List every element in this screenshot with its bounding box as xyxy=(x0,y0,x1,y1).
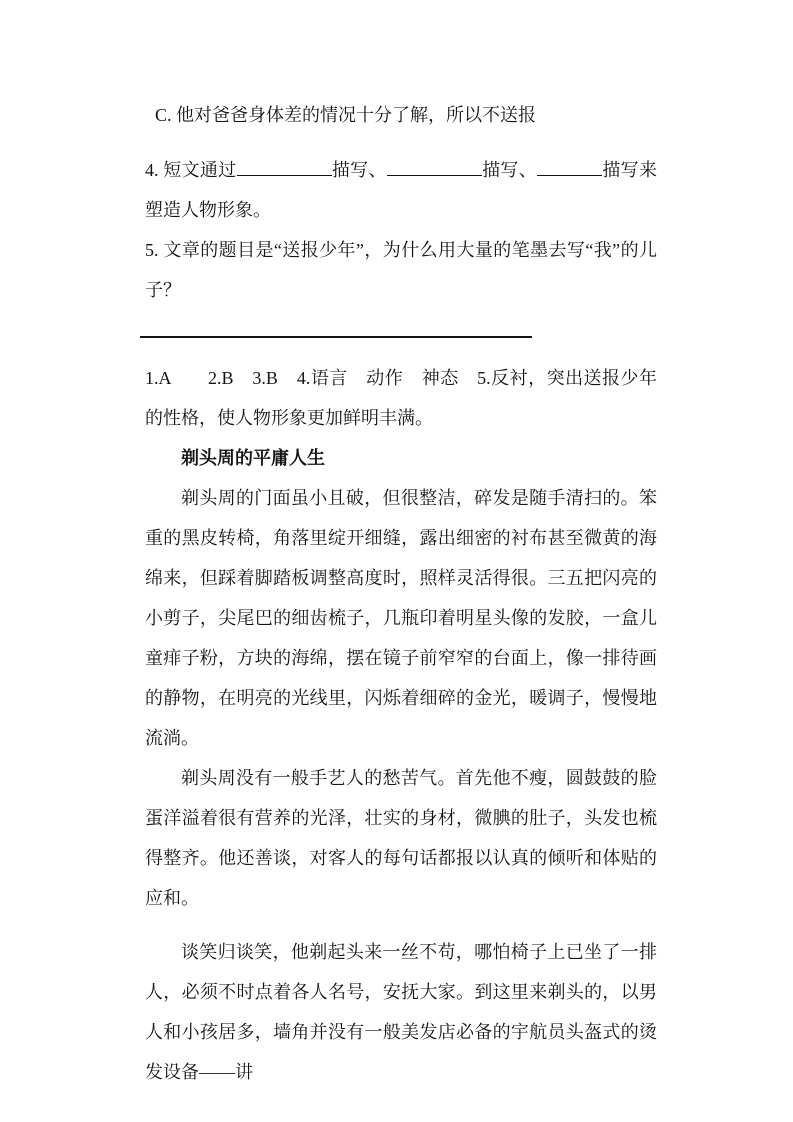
option-c-text: C. 他对爸爸身体差的情况十分了解，所以不送报 xyxy=(155,105,537,125)
article-title: 剃头周的平庸人生 xyxy=(181,448,325,468)
question-4-text-after-blank-1: 描写、 xyxy=(331,160,387,180)
question-4-prefix: 4. 短文通过 xyxy=(145,160,237,180)
answer-key: 1.A 2.B 3.B 4.语言 动作 神态 5.反衬，突出送报少年的性格，使人物形象更加鲜明丰满。 xyxy=(145,368,657,428)
question-4-text-after-blank-2: 描写、 xyxy=(481,160,538,180)
article xyxy=(145,438,657,1092)
question-4-blank-2 xyxy=(387,153,482,176)
article-paragraph-2: 剃头周没有一般手艺人的愁苦气。首先他不瘦，圆鼓鼓的脸蛋洋溢着很有营养的光泽，壮实的身材，微腆的肚子，头发也梳得整齐。他还善谈，对客人的每句话都报以认真的倾听和体贴的应和。 xyxy=(145,768,657,908)
worksheet-page xyxy=(145,0,657,1092)
answer-divider-line xyxy=(140,336,532,338)
question-4-blank-1 xyxy=(237,153,332,176)
question-5: 5. 文章的题目是“送报少年”，为什么用大量的笔墨去写“我”的儿子？ xyxy=(145,240,657,300)
question-4-text-after-blank-3: 描写来塑造人物形象。 xyxy=(145,160,657,220)
question-4 xyxy=(145,150,657,230)
article-paragraph-1: 剃头周的门面虽小且破，但很整洁，碎发是随手清扫的。笨重的黑皮转椅，角落里绽开细缝，露出细密的衬布甚至微黄的海绵来，但踩着脚踏板调整高度时，照样灵活得很。三五把闪亮的小剪子，尖尾巴的细齿梳子，几瓶印着明星头像的发胶，一盒儿童痱子粉，方块的海绵，摆在镜子前窄窄的台面上，像一排待画的静物，在明亮的光线里，闪烁着细碎的金光，暖调子，慢慢地流淌。 xyxy=(145,488,657,748)
article-paragraph-3: 谈笑归谈笑，他剃起头来一丝不苟，哪怕椅子上已坐了一排人，必须不时点着各人名号，安抚大家。到这里来剃头的，以男人和小孩居多，墙角并没有一般美发店必备的宇航员头盔式的烫发设备——讲 xyxy=(145,942,657,1082)
question-4-blank-3 xyxy=(537,153,602,176)
